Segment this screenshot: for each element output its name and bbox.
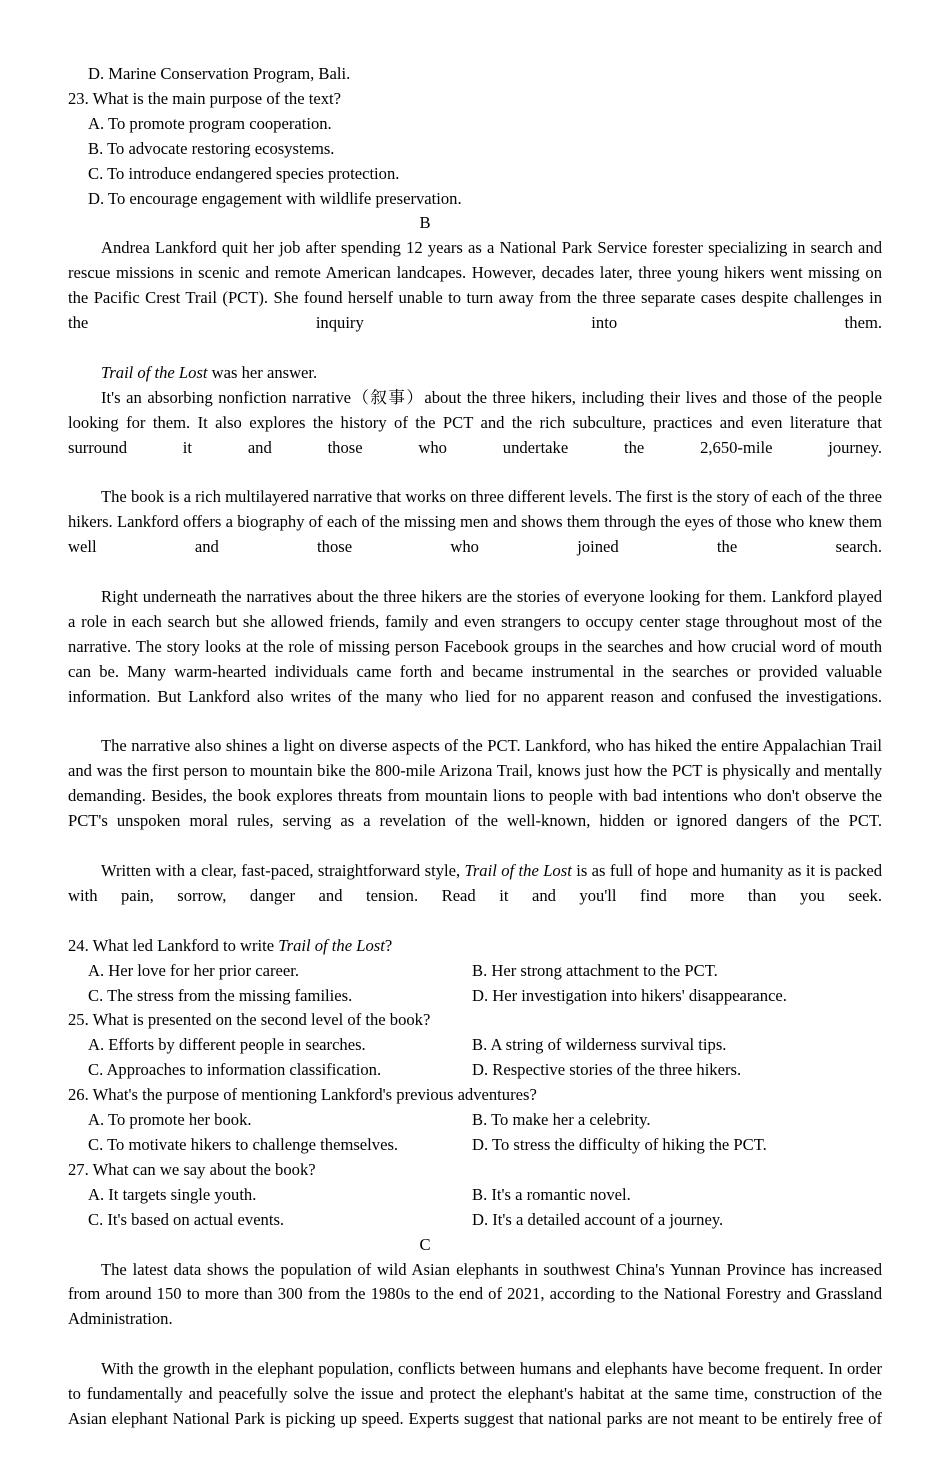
section-c-paragraph-1: The latest data shows the population of wild Asian elephants in southwest China's Yunnan Province has increased from around 150 to more than 300 from the 1980s to the end of 2021, according to the National Forestry and Grassland Administration. — [68, 1259, 882, 1329]
question-26-option-a[interactable]: A. To promote her book. — [88, 1110, 252, 1130]
section-b-paragraph-4: Right underneath the narratives about the three hikers are the stories of everyone looking for them. Lankford played a role in each search but she allowed friends, family and even strangers to occupy center stage throughout most of the narrative. The story looks at the role of missing person Facebook groups in the searches and how crucial word of mouth can be. Many warm-hearted individuals came forth and became instrumental in the searches or provided valuable information. But Lankford also writes of the many who lied for no apparent reason and confused the investigations. — [68, 587, 882, 706]
question-25-option-row — [68, 1058, 882, 1083]
question-26-stem: 26. What's the purpose of mentioning Lankford's previous adventures? — [68, 1085, 537, 1105]
book-title-italic: Trail of the Lost — [464, 861, 572, 880]
question-25-stem: 25. What is presented on the second level of the book? — [68, 1010, 431, 1030]
question-24-option-row — [68, 984, 882, 1009]
question-23-option-b[interactable]: B. To advocate restoring ecosystems. — [88, 138, 335, 158]
question-27-stem: 27. What can we say about the book? — [68, 1159, 316, 1179]
title-line-rest: was her answer. — [207, 362, 318, 382]
question-25-option-row — [68, 1033, 882, 1058]
question-24-option-row — [68, 959, 882, 984]
question-27-option-a[interactable]: A. It targets single youth. — [88, 1184, 257, 1204]
book-title-italic: Trail of the Lost — [278, 935, 385, 955]
question-27-option-row — [68, 1183, 882, 1208]
section-b-paragraph-2 — [68, 386, 882, 486]
section-b-paragraph-5: The narrative also shines a light on diverse aspects of the PCT. Lankford, who has hiked the entire Appalachian Trail and was the first person to mountain bike the 800-mile Arizona Trail, knows just how the PCT is physically and mentally demanding. Besides, the book explores threats from mountain lions to people with bad intentions who don't observe the PCT's unspoken moral rules, serving as a revelation of the well-known, hidden or ignored dangers of the PCT. — [68, 736, 882, 831]
question-25-option-d[interactable]: D. Respective stories of the three hikers. — [472, 1060, 742, 1080]
question-24-stem — [68, 934, 882, 959]
paragraph-2-after: about the three hikers, including their lives and those of the people looking for them. It also explores the history of the PCT and the rich subculture, practices and even literature that surround it and those who undertake the 2,650-mile journey. — [68, 387, 882, 457]
question-23-option-a[interactable]: A. To promote program cooperation. — [88, 113, 332, 133]
section-letter-c: C — [419, 1234, 431, 1254]
question-26-option-b[interactable]: B. To make her a celebrity. — [472, 1110, 651, 1130]
question-24-stem-before: 24. What led Lankford to write — [68, 935, 279, 955]
chinese-gloss: （叙事） — [351, 387, 425, 407]
question-26-option-row — [68, 1133, 882, 1158]
question-24-option-b[interactable]: B. Her strong attachment to the PCT. — [472, 960, 718, 980]
option-line: D. Marine Conservation Program, Bali. — [88, 64, 351, 83]
question-26-option-row — [68, 1108, 882, 1133]
section-c-paragraph-2: With the growth in the elephant population, conflicts between humans and elephants have become frequent. In order to fundamentally and peacefully solve the issue and protect the elephant's habitat at the same time, construction of the Asian elephant National Park is picking up speed. Experts suggest that national parks are not meant to be entirely free of — [68, 1359, 882, 1428]
question-25-option-a[interactable]: A. Efforts by different people in searches. — [88, 1035, 366, 1055]
question-23-stem: 23. What is the main purpose of the text? — [68, 88, 341, 108]
section-b-paragraph-3: The book is a rich multilayered narrative that works on three different levels. The first is the story of each of the three hikers. Lankford offers a biography of each of the missing men and shows them through the eyes of those who knew them well and those who joined the search. — [68, 487, 882, 557]
question-23-option-d[interactable]: D. To encourage engagement with wildlife preservation. — [88, 188, 462, 208]
question-23-option-c[interactable]: C. To introduce endangered species protection. — [88, 163, 400, 183]
question-27-option-b[interactable]: B. It's a romantic novel. — [472, 1184, 631, 1204]
question-25-option-c[interactable]: C. Approaches to information classification. — [88, 1060, 382, 1080]
page-content — [68, 62, 882, 1457]
question-25-option-b[interactable]: B. A string of wilderness survival tips. — [472, 1035, 727, 1055]
paragraph-6-after: is as full of hope and humanity as it is packed with pain, sorrow, danger and tension. Read it and you'll find more than you seek. — [68, 861, 882, 905]
question-26-option-d[interactable]: D. To stress the difficulty of hiking the PCT. — [472, 1134, 767, 1154]
section-b-title-line — [68, 361, 882, 386]
section-b-paragraph-6 — [68, 859, 882, 934]
question-27-option-c[interactable]: C. It's based on actual events. — [88, 1209, 285, 1229]
section-letter-b: B — [419, 213, 431, 233]
question-27-option-d[interactable]: D. It's a detailed account of a journey. — [472, 1209, 724, 1229]
question-24-stem-after: ? — [384, 935, 393, 955]
question-24-option-a[interactable]: A. Her love for her prior career. — [88, 960, 300, 980]
book-title-italic: Trail of the Lost — [101, 362, 208, 382]
section-b-paragraph-1: Andrea Lankford quit her job after spending 12 years as a National Park Service forester specializing in search and rescue missions in scenic and remote American landcapes. However, decades later, three young hikers went missing on the Pacific Crest Trail (PCT). She found herself unable to turn away from the three separate cases despite challenges in the inquiry into them. — [68, 238, 882, 333]
paragraph-6-before: Written with a clear, fast-paced, straightforward style, — [101, 861, 465, 880]
paragraph-2-before: It's an absorbing nonfiction narrative — [101, 387, 352, 407]
question-27-option-row — [68, 1208, 882, 1233]
question-24-option-c[interactable]: C. The stress from the missing families. — [88, 985, 353, 1005]
question-24-option-d[interactable]: D. Her investigation into hikers' disappearance. — [472, 985, 787, 1005]
question-26-option-c[interactable]: C. To motivate hikers to challenge themselves. — [88, 1134, 399, 1154]
